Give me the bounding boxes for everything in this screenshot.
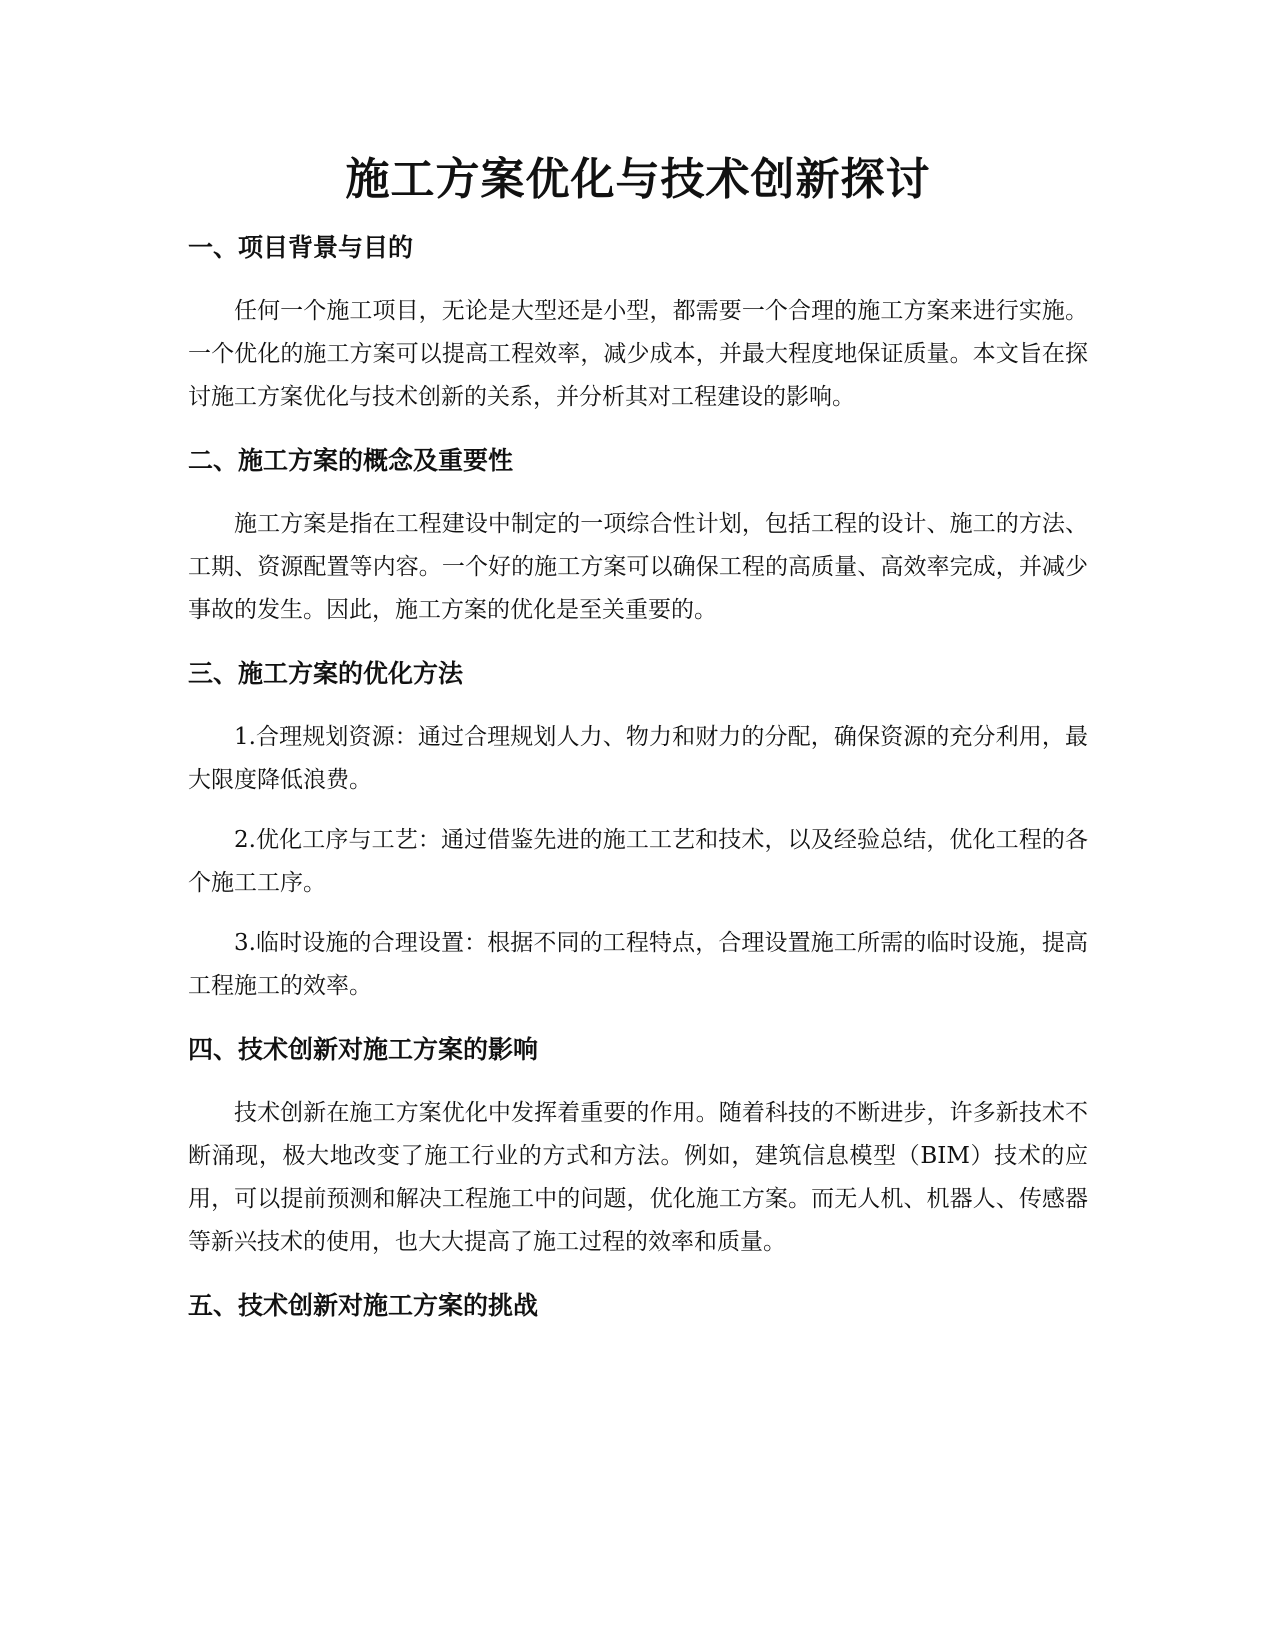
paragraph: 施工方案是指在工程建设中制定的一项综合性计划，包括工程的设计、施工的方法、工期、资源配置等内容。一个好的施工方案可以确保工程的高质量、高效率完成，并减少事故的发生。因此，施工方案的优化是至关重要的。 [188, 511, 1088, 623]
paragraph: 技术创新在施工方案优化中发挥着重要的作用。随着科技的不断进步，许多新技术不断涌现，极大地改变了施工行业的方式和方法。例如，建筑信息模型（BIM）技术的应用，可以提前预测和解决工程施工中的问题，优化施工方案。而无人机、机器人、传感器等新兴技术的使用，也大大提高了施工过程的效率和质量。 [188, 1100, 1088, 1255]
document-title: 施工方案优化与技术创新探讨 [345, 154, 931, 205]
section-heading: 五、技术创新对施工方案的挑战 [188, 1291, 539, 1320]
document-page [188, 140, 1088, 1326]
section-innovation-impact [188, 1030, 1088, 1264]
list-item: 2.优化工序与工艺：通过借鉴先进的施工工艺和技术，以及经验总结，优化工程的各个施工工序。 [188, 827, 1088, 896]
list-item: 1.合理规划资源：通过合理规划人力、物力和财力的分配，确保资源的充分利用，最大限度降低浪费。 [188, 724, 1088, 793]
section-heading: 二、施工方案的概念及重要性 [188, 446, 514, 475]
section-innovation-challenges [188, 1286, 1088, 1326]
section-heading: 一、项目背景与目的 [188, 233, 414, 262]
section-concept [188, 441, 1088, 632]
section-heading: 三、施工方案的优化方法 [188, 659, 464, 688]
section-heading: 四、技术创新对施工方案的影响 [188, 1035, 539, 1064]
section-methods [188, 654, 1088, 1008]
paragraph: 任何一个施工项目，无论是大型还是小型，都需要一个合理的施工方案来进行实施。一个优化的施工方案可以提高工程效率，减少成本，并最大程度地保证质量。本文旨在探讨施工方案优化与技术创新的关系，并分析其对工程建设的影响。 [188, 298, 1088, 410]
section-background [188, 228, 1088, 419]
list-item: 3.临时设施的合理设置：根据不同的工程特点，合理设置施工所需的临时设施，提高工程施工的效率。 [188, 930, 1088, 999]
